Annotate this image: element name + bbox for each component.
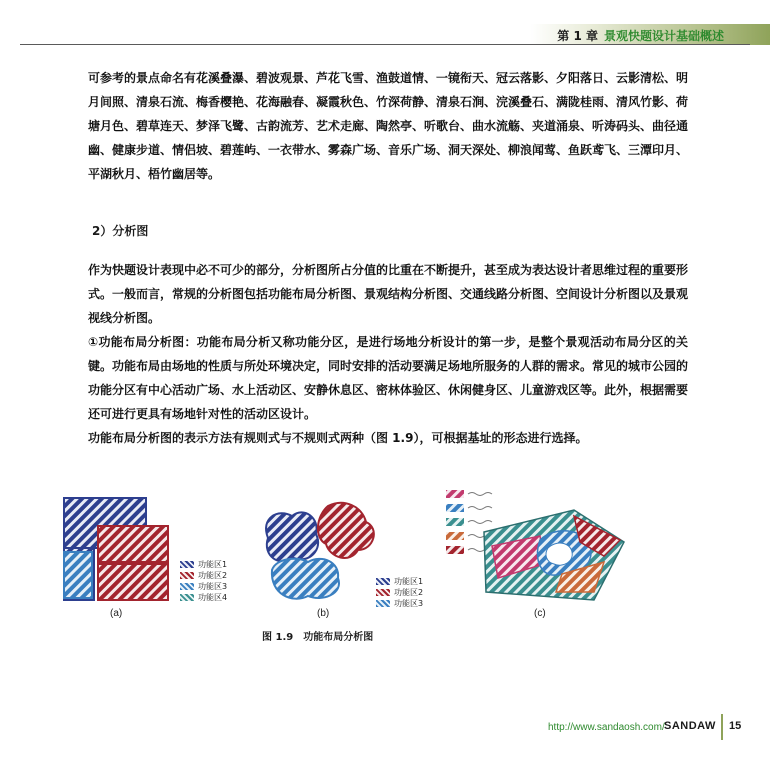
figure-caption — [262, 628, 373, 643]
header-rule — [20, 44, 750, 45]
legend-swatch — [446, 490, 464, 498]
legend-label: 功能区3 — [394, 599, 424, 608]
legend-label: 功能区3 — [198, 582, 228, 591]
zone-red-shape — [98, 564, 168, 600]
figure-c — [444, 488, 630, 604]
paragraph-methods — [88, 426, 688, 450]
footer-url: http://www.sandaosh.com/ — [548, 722, 665, 733]
zone-red-shape — [318, 503, 374, 558]
footer-separator — [721, 714, 723, 740]
paragraph-text: 可参考的景点命名有花溪叠瀑、碧波观景、芦花飞雪、渔鼓道情、一镜衔天、冠云落影、夕阳落日、云影清松、明月间照、清泉石流、梅香樱艳、花海融春、凝霞秋色、竹深荷静、清泉石涧、浣溪叠石、满陇桂雨、清风竹影、荷塘月色、碧草连天、梦泽飞鹭、古韵流芳、艺术走廊、陶然亭、听歌台、曲水流觞、夹道涌泉、听涛码头、曲径通幽、健康步道、情侣坡、碧莲屿、一衣带水、雾森广场、音乐广场、洞天深处、柳浪闻莺、鱼跃鸢飞、三潭印月、平湖秋月、梧竹幽居等。 — [88, 71, 689, 181]
legend-swatch — [446, 518, 464, 526]
legend-swatch — [376, 589, 390, 596]
legend-swatch — [446, 504, 464, 512]
figure-a — [62, 496, 172, 602]
legend-label: 功能区4 — [198, 593, 228, 602]
legend-a-2 — [180, 570, 227, 581]
chapter-number: 第 1 章 — [557, 29, 598, 43]
zone-cyan-shape — [64, 552, 92, 598]
legend-swatch — [180, 583, 194, 590]
legend-swatch — [376, 600, 390, 607]
legend-label: 功能区2 — [394, 588, 424, 597]
zone-blue-shape — [266, 512, 318, 561]
legend-a-4 — [180, 592, 227, 603]
legend-swatch — [446, 546, 464, 554]
figure-b-label: (b) — [317, 608, 330, 619]
legend-label: 功能区2 — [198, 571, 228, 580]
chapter-title: 景观快题设计基础概述 — [603, 29, 724, 43]
footer-brand: SANDAW — [664, 720, 716, 732]
paragraph-function-layout — [88, 330, 688, 426]
legend-label: 功能区1 — [198, 560, 228, 569]
figure-a-drawing — [62, 496, 172, 602]
paragraph-analysis-intro — [88, 258, 688, 330]
water-body-shape — [546, 543, 572, 565]
legend-b-3 — [376, 598, 423, 609]
caption-number: 图 1.9 — [262, 632, 294, 643]
legend-a-3 — [180, 581, 227, 592]
caption-title: 功能布局分析图 — [303, 632, 374, 643]
legend-b-1 — [376, 576, 423, 587]
page-number: 15 — [729, 720, 742, 732]
paragraph-text: ①功能布局分析图：功能布局分析又称功能分区，是进行场地分析设计的第一步，是整个景观活动布局分区的关键。功能布局由场地的性质与所处环境决定，同时安排的活动要满足场地所服务的人群的需求。常见的城市公园的功能分区有中心活动广场、水上活动区、安静休息区、密林体验区、休闲健身区、儿童游戏区等。此外，根据需要还可进行更具有场地针对性的活动区设计。 — [88, 335, 689, 421]
legend-swatch — [180, 572, 194, 579]
figure-b-drawing — [258, 498, 382, 604]
zone-cyan-shape — [272, 559, 339, 599]
figure-b — [258, 498, 382, 604]
figure-a-label: (a) — [110, 608, 123, 619]
paragraph-text: 作为快题设计表现中必不可少的部分，分析图所占分值的比重在不断提升，甚至成为表达设计者思维过程的重要形式。一般而言，常规的分析图包括功能布局分析图、景观结构分析图、交通线路分析图、空间设计分析图以及景观视线分析图。 — [88, 263, 689, 325]
legend-swatch — [446, 532, 464, 540]
figure-c-drawing — [444, 488, 630, 604]
figure-c-label: (c) — [534, 608, 546, 619]
legend-swatch — [180, 561, 194, 568]
legend-swatch — [180, 594, 194, 601]
chapter-heading — [557, 27, 724, 44]
section-subhead: 2）分析图 — [92, 224, 149, 238]
legend-label: 功能区1 — [394, 577, 424, 586]
zone-red-shape — [98, 526, 168, 562]
paragraph-text: 功能布局分析图的表示方法有规则式与不规则式两种（图 1.9），可根据基址的形态进行选择。 — [88, 431, 588, 445]
legend-a-1 — [180, 559, 227, 570]
legend-b-2 — [376, 587, 423, 598]
paragraph-scenic-names — [88, 66, 688, 186]
legend-swatch — [376, 578, 390, 585]
